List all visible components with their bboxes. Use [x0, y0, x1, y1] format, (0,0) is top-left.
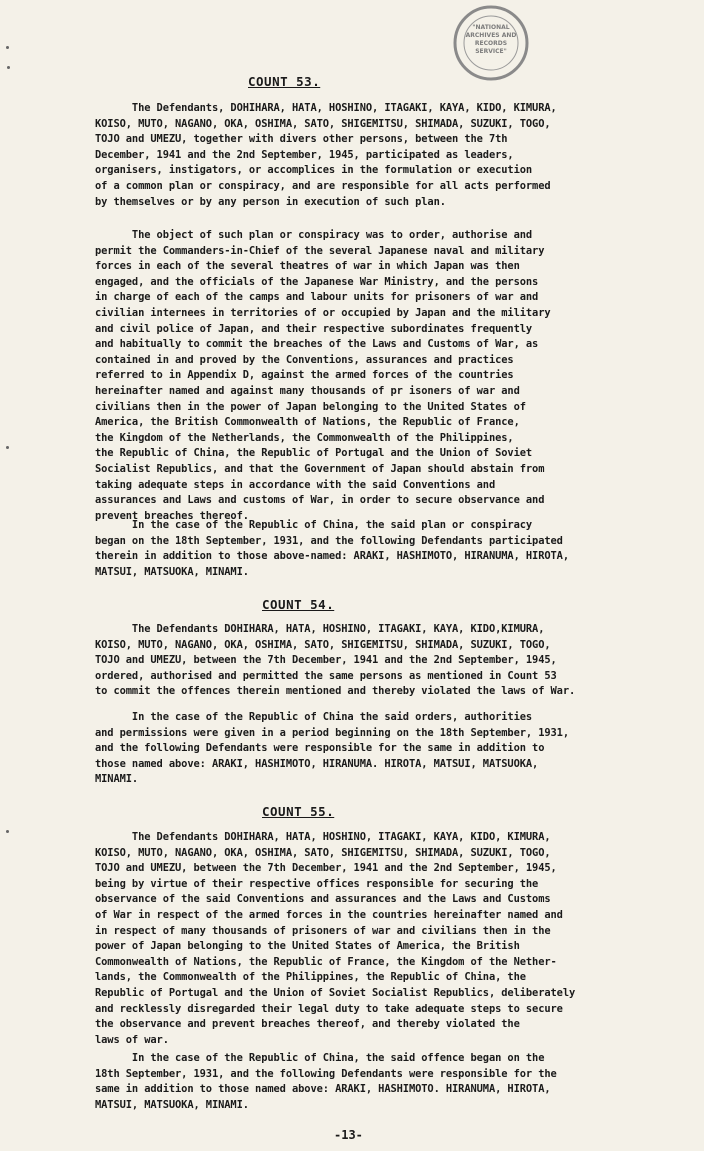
- margin-mark: [6, 446, 9, 449]
- count-55-paragraph-2: In the case of the Republic of China, the said offence began on the 18th September, 1931, and the following Defendants were responsible for the same in addition to those named above: ARAKI, HASHIMOTO. HIRANUMA, HIROTA, MATSUI, MATSUOKA, MINAMI.: [95, 1052, 557, 1111]
- page-number: -13-: [334, 1128, 363, 1142]
- archive-stamp-label-wrap: [452, 4, 530, 82]
- count-53-paragraph-2: The object of such plan or conspiracy was to order, authorise and permit the Commanders-in-Chief of the several Japanese naval and military forces in each of the several theatres of war in which Japan was then engaged, and the officials of the Japanese War Ministry, and the persons in charge of each of the camps and labour units for prisoners of war and civilian internees in territories of or occupied by Japan and the military and civil police of Japan, and their respective subordinates frequently and habitually to commit the breaches of the Laws and Customs of War, as contained in and proved by the Conventions, assurances and practices referred to in Appendix D, against the armed forces of the countries hereinafter named and against many thousands of pr isoners of war and civilians then in the power of Japan belonging to the United States of America, the British Commonwealth of Nations, the Republic of France, the Kingdom of the Netherlands, the Commonwealth of the Philippines, the Republic of China, the Republic of Portugal and the Union of Soviet Socialist Republics, and that the Government of Japan should abstain from taking adequate steps in accordance with the said Conventions and assurances and Laws and customs of War, in order to secure observance and prevent breaches thereof.: [95, 229, 551, 522]
- count-53-paragraph-3: In the case of the Republic of China, the said plan or conspiracy began on the 18th September, 1931, and the following Defendants participated therein in addition to those above-named: ARAKI, HASHIMOTO, HIRANUMA, HIROTA, MATSUI, MATSUOKA, MINAMI.: [95, 519, 569, 578]
- archive-stamp-label: "NATIONAL ARCHIVES AND RECORDS SERVICE": [465, 24, 517, 55]
- count-55-heading: COUNT 55.: [262, 804, 335, 819]
- margin-mark: [6, 830, 9, 833]
- count-54-heading: COUNT 54.: [262, 597, 335, 612]
- count-55-paragraph-1: The Defendants DOHIHARA, HATA, HOSHINO, ITAGAKI, KAYA, KIDO, KIMURA, KOISO, MUTO, NAGANO, OKA, OSHIMA, SATO, SHIGEMITSU, SHIMADA, SUZUKI, TOGO, TOJO and UMEZU, between the 7th December, 1941 and the 2nd September, 1945, being by virtue of their respective offices responsible for securing the observance of the said Conventions and assurances and the Laws and Customs of War in respect of the armed forces in the countries hereinafter named and in respect of many thousands of prisoners of war and civilians then in the power of Japan belonging to the United States of America, the British Commonwealth of Nations, the Republic of France, the Kingdom of the Nether- lands, the Commonwealth of the Philippines, the Republic of China, the Republic of Portugal and the Union of Soviet Socialist Republics, deliberately and recklessly disregarded their legal duty to take adequate steps to secure the observance and prevent breaches thereof, and thereby violated the laws of war.: [95, 831, 576, 1046]
- count-53-paragraph-1: The Defendants, DOHIHARA, HATA, HOSHINO, ITAGAKI, KAYA, KIDO, KIMURA, KOISO, MUTO, NAGANO, OKA, OSHIMA, SATO, SHIGEMITSU, SHIMADA, SUZUKI, TOGO, TOJO and UMEZU, together with divers other persons, between the 7th December, 1941 and the 2nd September, 1945, participated as leaders, organisers, instigators, or accomplices in the formulation or execution of a common plan or conspiracy, and are responsible for all acts performed by themselves or by any person in execution of such plan.: [95, 102, 557, 208]
- count-53-heading: COUNT 53.: [248, 74, 321, 89]
- count-54-paragraph-1: The Defendants DOHIHARA, HATA, HOSHINO, ITAGAKI, KAYA, KIDO,KIMURA, KOISO, MUTO, NAGANO, OKA, OSHIMA, SATO, SHIGEMITSU, SHIMADA, SUZUKI, TOGO, TOJO and UMEZU, between the 7th December, 1941 and the 2nd September, 1945, ordered, authorised and permitted the same persons as mentioned in Count 53 to commit the offences therein mentioned and thereby violated the laws of War.: [95, 623, 576, 698]
- count-54-paragraph-2: In the case of the Republic of China the said orders, authorities and permissions were given in a period beginning on the 18th September, 1931, and the following Defendants were responsible for the same in addition to those named above: ARAKI, HASHIMOTO, HIRANUMA. HIROTA, MATSUI, MATSUOKA, MINAMI.: [95, 711, 569, 786]
- margin-mark: [7, 66, 10, 69]
- margin-mark: [6, 46, 9, 49]
